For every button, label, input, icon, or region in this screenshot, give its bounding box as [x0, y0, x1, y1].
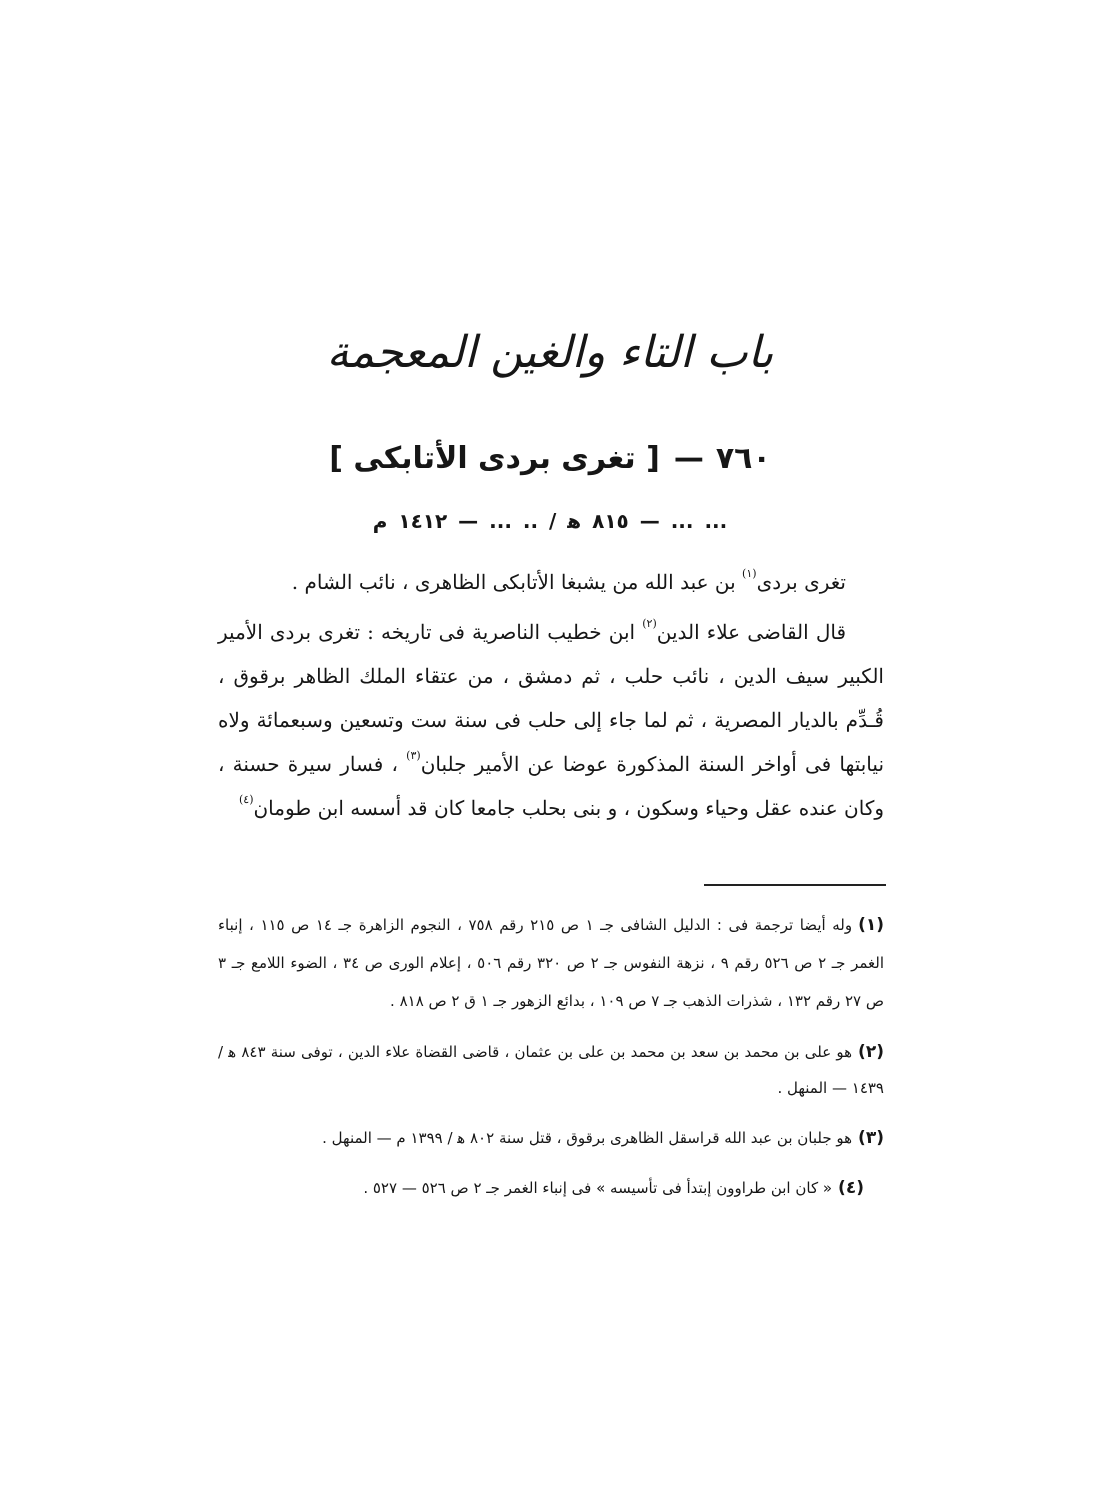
entry-dates: ... ... — ٨١٥ ﻫ / .. ... — ١٤١٢ م [372, 509, 728, 533]
footnote-ref-2: (٢) [642, 617, 657, 630]
chapter-heading: باب التاء والغين المعجمة [326, 327, 774, 378]
footnotes-section [218, 906, 884, 1220]
entry-dash: — [673, 441, 704, 476]
footnote-number: (١) [858, 915, 885, 935]
entry-title [200, 436, 900, 482]
footnote-number: (٤) [838, 1178, 864, 1198]
footnote-4 [218, 1170, 884, 1206]
p1-rest: بن عبد الله من يشبغا الأتابكى الظاهرى ، نائب الشام . [291, 570, 736, 594]
p2-intro: قال القاضى علاء الدين [656, 620, 847, 644]
p2-continued: ، فسار سيرة حسنة ، وكان عنده عقل وحياء وسكون ، و بنى بحلب جامعا كان قد أسسه ابن طومان [218, 752, 884, 820]
footnote-text: وله أيضا ترجمة فى : الدليل الشافى جـ ١ ص ٢١٥ رقم ٧٥٨ ، النجوم الزاهرة جـ ١٤ ص ١١٥ ، إنباء الغمر جـ ٢ ص ٥٢٦ رقم ٩ ، نزهة النفوس جـ ٢ ص ٣٢٠ رقم ٥٠٦ ، إعلام الورى ص ٣٤ ، الضوء اللامع جـ ٣ ص ٢٧ رقم ١٣٢ ، شذرات الذهب جـ ٧ ص ١٠٩ ، بدائع الزهور جـ ١ ق ٢ ص ٨١٨ . [218, 916, 884, 1010]
footnote-number: (٣) [858, 1128, 884, 1148]
paragraph-2 [218, 610, 884, 830]
footnote-text: هو على بن محمد بن سعد بن محمد بن على بن عثمان ، قاضى القضاة علاء الدين ، توفى سنة ٨٤٣ ﻫ / ١٤٣٩ — المنهل . [218, 1043, 884, 1097]
footnote-number: (٢) [858, 1042, 884, 1062]
footnote-ref-3: (٣) [406, 749, 421, 762]
main-text [218, 560, 884, 830]
footnote-3 [218, 1120, 884, 1156]
footnote-text: هو جلبان بن عبد الله قراسقل الظاهرى برقوق ، قتل سنة ٨٠٢ ﻫ / ١٣٩٩ م — المنهل . [322, 1129, 853, 1147]
p2-body: ابن خطيب الناصرية فى تاريخه : تغرى بردى الأمير الكبير سيف الدين ، نائب حلب ، ثم دمشق ، من عتقاء الملك الظاهر برقوق ، قُـدِّم بالديار المصرية ، ثم لما جاء إلى حلب فى سنة ست وتسعين وسبعمائة ولاه نيابتها فى أواخر السنة المذكورة عوضا عن الأمير جلبان [218, 620, 885, 776]
footnote-ref-1: (١) [742, 567, 757, 580]
footnote-divider [704, 884, 886, 886]
footnote-ref-4: (٤) [238, 793, 254, 806]
entry-number: ٧٦٠ [715, 441, 771, 476]
entry-name: [ تغرى بردى الأتابكى ] [329, 441, 660, 476]
footnote-text: « كان ابن طراوون إبتدأ فى تأسيسه » فى إنباء الغمر جـ ٢ ص ٥٢٦ — ٥٢٧ . [363, 1179, 833, 1197]
footnote-2 [218, 1034, 884, 1106]
paragraph-1 [218, 560, 884, 604]
footnote-1 [218, 906, 884, 1020]
p1-name: تغرى بردى [756, 570, 846, 594]
